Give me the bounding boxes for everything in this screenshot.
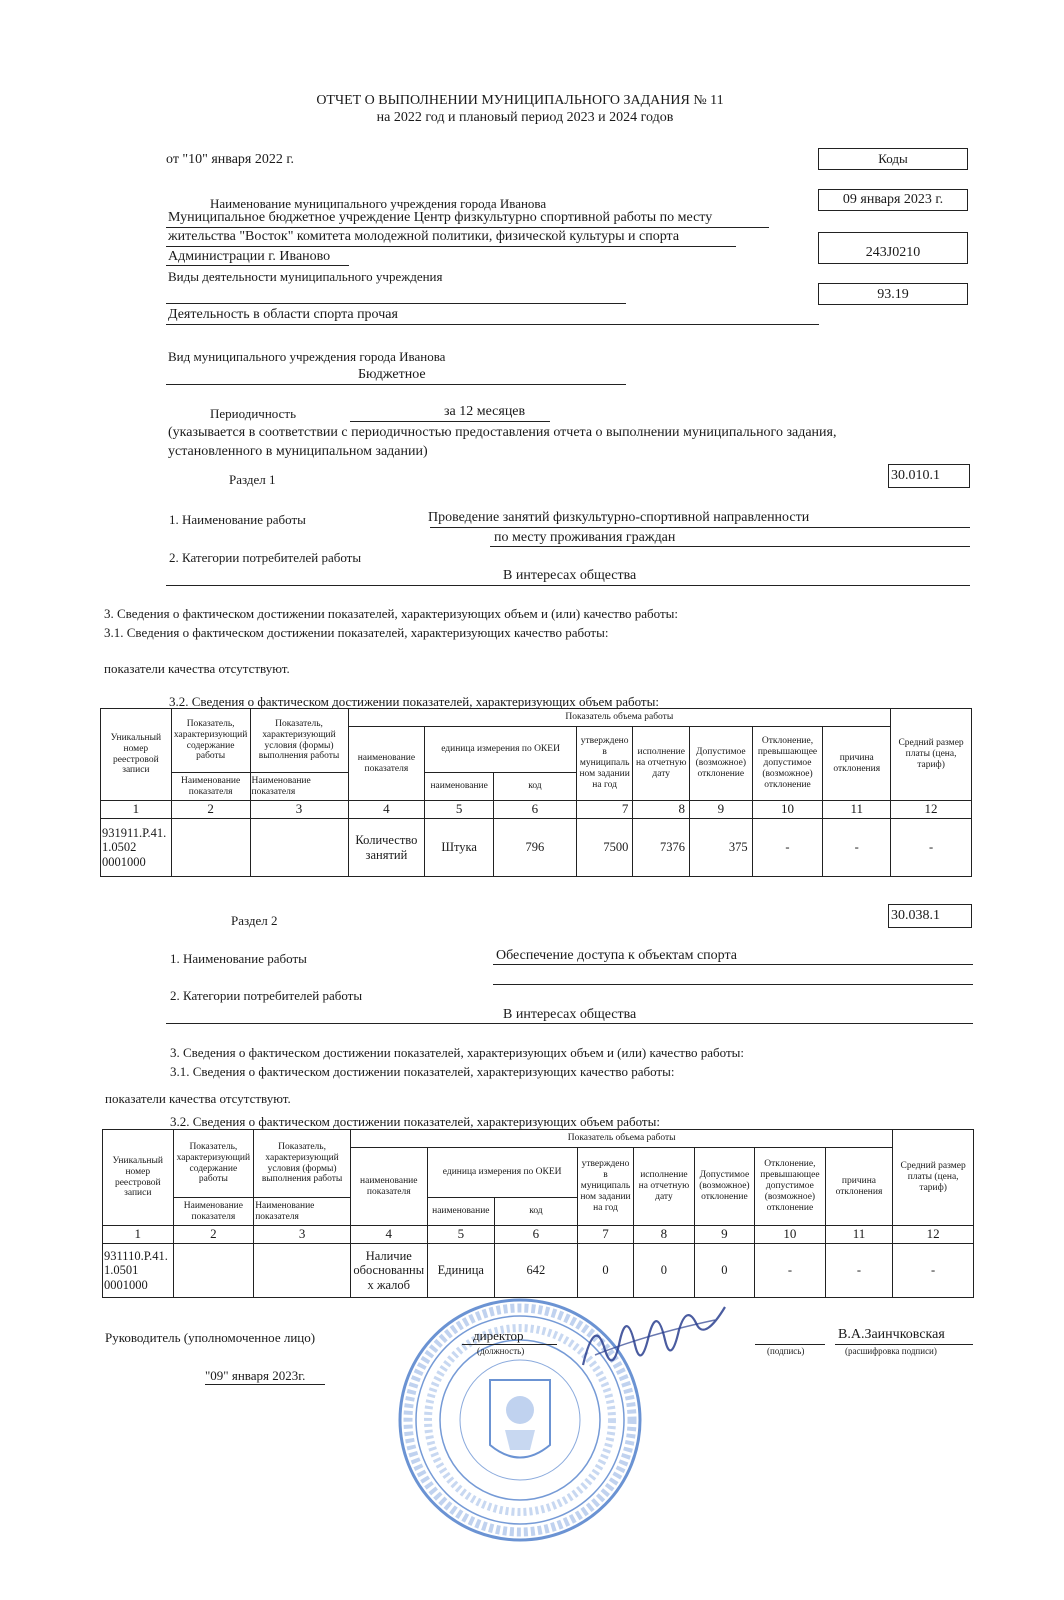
- report-subtitle: на 2022 год и плановый период 2023 и 2024 годов: [376, 110, 674, 125]
- th-reason: причина отклонения: [823, 727, 891, 801]
- section1-volume-table: [100, 708, 972, 877]
- th-unique-number: Уникальный номер реестровой записи: [103, 1130, 174, 1226]
- section1-consumers-label: 2. Категории потребителей работы: [169, 550, 362, 565]
- col-number: 11: [823, 801, 891, 819]
- th-exceed-deviation: Отклонение, превышающее допустимое (возможное) отклонение: [752, 727, 823, 801]
- codes-header: Коды: [818, 148, 968, 170]
- th-volume-indicator: Показатель объема работы: [348, 709, 891, 727]
- institution-name-1: Муниципальное бюджетное учреждение Центр физкультурно спортивной работы по месту: [168, 210, 713, 225]
- cell-unit-name: Единица: [427, 1244, 495, 1298]
- cell-approved: 0: [577, 1244, 633, 1298]
- section1-label: Раздел 1: [229, 472, 276, 487]
- th-unit-code: код: [494, 773, 577, 801]
- section2-label: Раздел 2: [231, 913, 278, 928]
- th-volume-indicator: Показатель объема работы: [350, 1130, 892, 1148]
- col-number: 8: [634, 1226, 694, 1244]
- section1-work-line2: по месту проживания граждан: [494, 530, 676, 545]
- th-avg-payment: Средний размер платы (цена, тариф): [891, 709, 972, 801]
- cell-executed: 7376: [633, 819, 690, 877]
- col-number: 11: [825, 1226, 893, 1244]
- col-number: 10: [755, 1226, 826, 1244]
- cell-unique-number: 931110.Р.41.1.0501 0001000: [103, 1244, 174, 1298]
- section1-consumers-value: В интересах общества: [503, 568, 637, 583]
- section1-no-quality: показатели качества отсутствуют.: [104, 661, 290, 676]
- institution-name-3: Администрации г. Иваново: [168, 249, 331, 264]
- section1-p3: 3. Сведения о фактическом достижении показателей, характеризующих объем и (или) качество работы:: [104, 606, 678, 621]
- institution-label: Наименование муниципального учреждения города Иванова: [210, 196, 547, 211]
- cell-executed: 0: [634, 1244, 694, 1298]
- th-executed: исполнение на отчетную дату: [634, 1148, 694, 1226]
- th-reason: причина отклонения: [825, 1148, 893, 1226]
- cell-reason: -: [823, 819, 891, 877]
- head-position: директор: [473, 1328, 524, 1343]
- th-unit-code: код: [495, 1198, 578, 1226]
- section2-p32: 3.2. Сведения о фактическом достижении показателей, характеризующих объем работы:: [170, 1114, 660, 1129]
- institution-type-value: Бюджетное: [358, 367, 426, 382]
- position-caption: (должность): [477, 1346, 525, 1356]
- institution-type-label: Вид муниципального учреждения города Иванова: [168, 349, 446, 364]
- th-approved: утверждено в муниципальном задании на год: [576, 727, 633, 801]
- th-executed: исполнение на отчетную дату: [633, 727, 690, 801]
- report-date: от "10" января 2022 г.: [166, 152, 295, 167]
- section2-consumers-label: 2. Категории потребителей работы: [170, 988, 363, 1003]
- head-label: Руководитель (уполномоченное лицо): [105, 1330, 316, 1345]
- name-caption: (расшифровка подписи): [845, 1346, 937, 1356]
- cell-allowed-deviation: 375: [690, 819, 753, 877]
- cell-avg-payment: -: [893, 1244, 974, 1298]
- cell-content: [173, 1244, 254, 1298]
- th-conditions-indicator: Показатель, характеризующий условия (формы) выполнения работы: [250, 709, 348, 773]
- col-number: 9: [694, 1226, 754, 1244]
- activities-label: Виды деятельности муниципального учреждения: [168, 269, 443, 284]
- th-unit-name: наименование: [427, 1198, 495, 1226]
- col-number: 8: [633, 801, 690, 819]
- table-row: [103, 1244, 974, 1298]
- report-title: ОТЧЕТ О ВЫПОЛНЕНИИ МУНИЦИПАЛЬНОГО ЗАДАНИЯ № 11: [316, 93, 724, 108]
- col-number: 4: [350, 1226, 427, 1244]
- th-approved: утверждено в муниципальном задании на год: [577, 1148, 633, 1226]
- cell-unique-number: 931911.Р.41.1.0502 0001000: [101, 819, 172, 877]
- cell-unit-name: Штука: [425, 819, 494, 877]
- code-registry: 243J0210: [818, 232, 968, 264]
- signature-mark: [575, 1295, 735, 1385]
- section2-work-label: 1. Наименование работы: [170, 951, 307, 966]
- signature-date: "09" января 2023г.: [205, 1368, 306, 1383]
- col-number: 12: [891, 801, 972, 819]
- col-number: 1: [101, 801, 172, 819]
- cell-content: [171, 819, 250, 877]
- cell-reason: -: [825, 1244, 893, 1298]
- th-unique-number: Уникальный номер реестровой записи: [101, 709, 172, 801]
- th-unit-okei: единица измерения по ОКЕИ: [427, 1148, 577, 1198]
- col-number: 2: [173, 1226, 254, 1244]
- col-number: 1: [103, 1226, 174, 1244]
- th-allowed-deviation: Допустимое (возможное) отклонение: [690, 727, 753, 801]
- th-allowed-deviation: Допустимое (возможное) отклонение: [694, 1148, 754, 1226]
- col-number: 10: [752, 801, 823, 819]
- col-number: 6: [494, 801, 577, 819]
- th-indicator-name-conditions: Наименование показателя: [250, 773, 348, 801]
- section2-p31: 3.1. Сведения о фактическом достижении показателей, характеризующих качество работы:: [170, 1064, 675, 1079]
- col-number: 3: [254, 1226, 351, 1244]
- th-exceed-deviation: Отклонение, превышающее допустимое (возможное) отклонение: [755, 1148, 826, 1226]
- th-name: наименование показателя: [350, 1148, 427, 1226]
- cell-unit-code: 642: [495, 1244, 578, 1298]
- cell-exceed-deviation: -: [755, 1244, 826, 1298]
- cell-conditions: [254, 1244, 351, 1298]
- code-date: 09 января 2023 г.: [818, 189, 968, 211]
- th-indicator-name-conditions: Наименование показателя: [254, 1198, 351, 1226]
- th-unit-name: наименование: [425, 773, 494, 801]
- section1-work-line1: Проведение занятий физкультурно-спортивной направленности: [428, 510, 810, 525]
- table-row: [101, 819, 972, 877]
- cell-indicator-name: Количество занятий: [348, 819, 425, 877]
- section2-no-quality: показатели качества отсутствуют.: [105, 1091, 291, 1106]
- section1-code: 30.010.1: [888, 464, 970, 488]
- cell-indicator-name: Наличие обоснованных жалоб: [350, 1244, 427, 1298]
- th-indicator-name-content: Наименование показателя: [171, 773, 250, 801]
- period-value: за 12 месяцев: [444, 404, 526, 419]
- section1-work-label: 1. Наименование работы: [169, 512, 306, 527]
- period-note-1: (указывается в соответствии с периодичностью предоставления отчета о выполнении муниципального задания,: [168, 425, 837, 440]
- col-number: 4: [348, 801, 425, 819]
- cell-exceed-deviation: -: [752, 819, 823, 877]
- section2-consumers-value: В интересах общества: [503, 1007, 637, 1022]
- col-number: 7: [576, 801, 633, 819]
- col-number: 9: [690, 801, 753, 819]
- period-label: Периодичность: [210, 406, 297, 421]
- col-number: 5: [425, 801, 494, 819]
- col-number: 5: [427, 1226, 495, 1244]
- th-name: наименование показателя: [348, 727, 425, 801]
- th-conditions-indicator: Показатель, характеризующий условия (формы) выполнения работы: [254, 1130, 351, 1198]
- col-number: 7: [577, 1226, 633, 1244]
- head-name: В.А.Заинчковская: [838, 1327, 945, 1342]
- section2-p3: 3. Сведения о фактическом достижении показателей, характеризующих объем и (или) качество работы:: [170, 1045, 744, 1060]
- section2-volume-table: [102, 1129, 974, 1298]
- cell-allowed-deviation: 0: [694, 1244, 754, 1298]
- col-number: 6: [495, 1226, 578, 1244]
- code-okved: 93.19: [818, 283, 968, 305]
- th-indicator-name-content: Наименование показателя: [173, 1198, 254, 1226]
- sign-caption: (подпись): [767, 1346, 805, 1356]
- th-content-indicator: Показатель, характеризующий содержание работы: [171, 709, 250, 773]
- cell-unit-code: 796: [494, 819, 577, 877]
- period-note-2: установленного в муниципальном задании): [168, 444, 428, 459]
- col-number: 12: [893, 1226, 974, 1244]
- th-content-indicator: Показатель, характеризующий содержание работы: [173, 1130, 254, 1198]
- cell-avg-payment: -: [891, 819, 972, 877]
- col-number: 2: [171, 801, 250, 819]
- cell-approved: 7500: [576, 819, 633, 877]
- col-number: 3: [250, 801, 348, 819]
- th-unit-okei: единица измерения по ОКЕИ: [425, 727, 577, 773]
- cell-conditions: [250, 819, 348, 877]
- activity-value: Деятельность в области спорта прочая: [168, 307, 398, 322]
- section2-code: 30.038.1: [888, 904, 972, 928]
- section1-p32: 3.2. Сведения о фактическом достижении показателей, характеризующих объем работы:: [169, 694, 659, 709]
- section1-p31: 3.1. Сведения о фактическом достижении показателей, характеризующих качество работы:: [104, 625, 609, 640]
- institution-name-2: жительства "Восток" комитета молодежной политики, физической культуры и спорта: [168, 229, 680, 244]
- th-avg-payment: Средний размер платы (цена, тариф): [893, 1130, 974, 1226]
- section2-work-line1: Обеспечение доступа к объектам спорта: [496, 948, 737, 963]
